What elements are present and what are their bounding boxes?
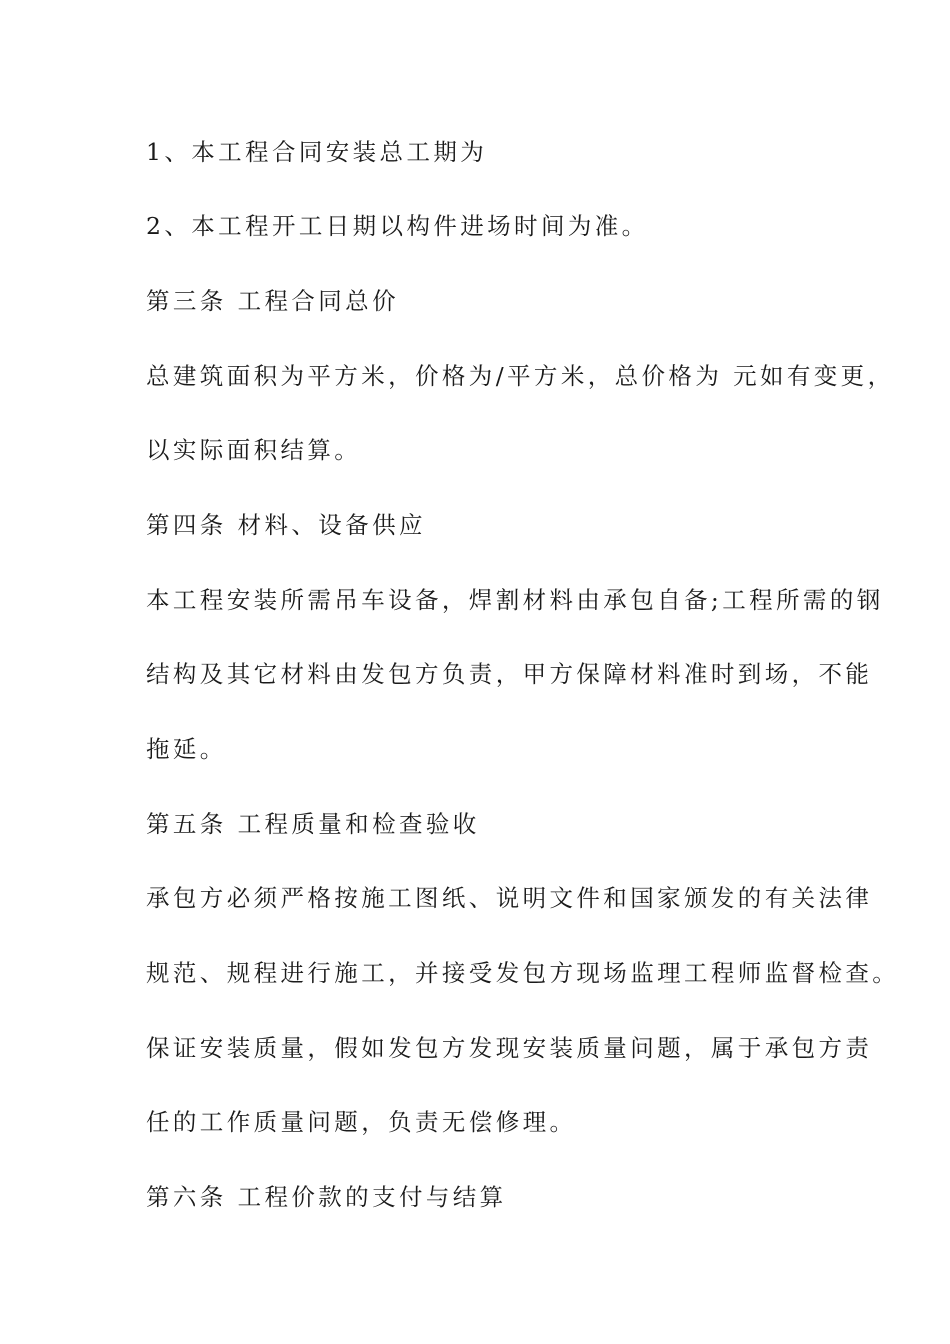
section-heading: 第六条 工程价款的支付与结算 (146, 1183, 507, 1211)
clause-line: 2、本工程开工日期以构件进场时间为准。 (146, 212, 649, 240)
section-heading: 第三条 工程合同总价 (146, 287, 399, 315)
paragraph-line: 保证安装质量，假如发包方发现安装质量问题，属于承包方责 (146, 1034, 873, 1062)
paragraph-line: 承包方必须严格按施工图纸、说明文件和国家颁发的有关法律 (146, 884, 873, 912)
section-heading: 第四条 材料、设备供应 (146, 511, 426, 539)
paragraph-line: 总建筑面积为平方米，价格为/平方米，总价格为 元如有变更， (146, 362, 895, 390)
paragraph-line: 本工程安装所需吊车设备，焊割材料由承包自备;工程所需的钢 (146, 586, 884, 614)
section-heading: 第五条 工程质量和检查验收 (146, 810, 480, 838)
paragraph-line: 任的工作质量问题，负责无偿修理。 (146, 1108, 577, 1136)
clause-line: 1、本工程合同安装总工期为 (146, 138, 488, 166)
paragraph-line: 结构及其它材料由发包方负责，甲方保障材料准时到场，不能 (146, 660, 873, 688)
paragraph-line: 以实际面积结算。 (146, 436, 362, 464)
paragraph-line: 规范、规程进行施工，并接受发包方现场监理工程师监督检查。 (146, 959, 900, 987)
paragraph-line: 拖延。 (146, 735, 227, 763)
